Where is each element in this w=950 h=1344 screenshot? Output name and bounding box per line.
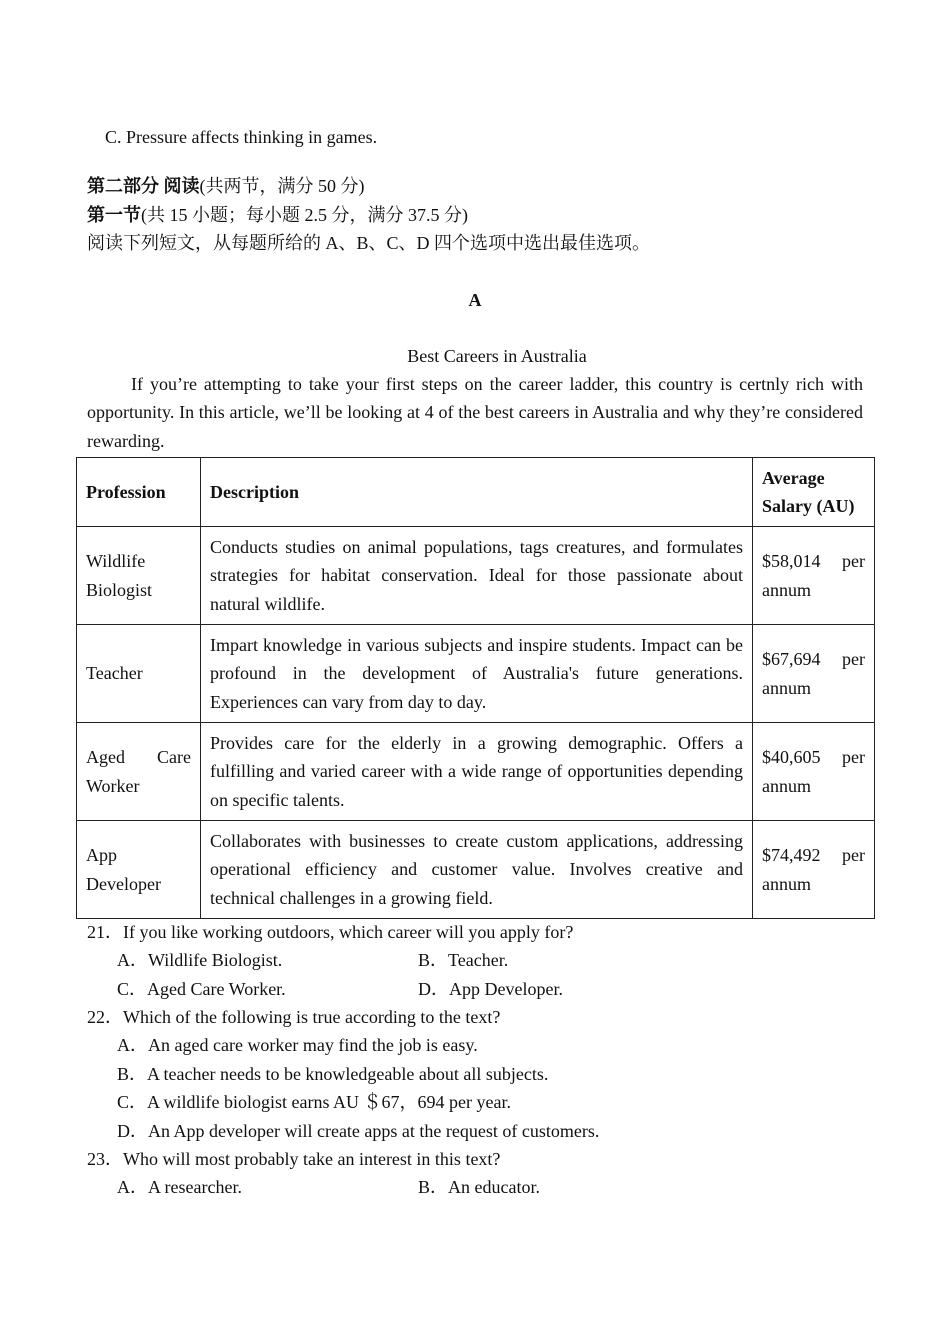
question-23-stem: 23．Who will most probably take an interest in this text?: [87, 1149, 501, 1169]
description-cell: Conducts studies on animal populations, tags creatures, and formulates strategies for habitat conservation. Ideal for those passionate about natural wildlife.: [201, 527, 753, 625]
header-description: Description: [201, 458, 753, 527]
profession-cell: Wildlife Biologist: [77, 527, 201, 625]
part-title: 第二部分 阅读: [87, 176, 200, 196]
question-21-option-d[interactable]: D．App Developer.: [418, 979, 563, 999]
section-heading: [87, 201, 468, 229]
description-cell: Provides care for the elderly in a growing demographic. Offers a fulfilling and varied career with a wide range of opportunities depending on specific talents.: [201, 723, 753, 821]
header-salary: Average Salary (AU): [753, 458, 875, 527]
previous-option-c: C. Pressure affects thinking in games.: [105, 127, 378, 147]
table-row: [77, 723, 875, 821]
question-21-stem: 21．If you like working outdoors, which career will you apply for?: [87, 922, 574, 942]
question-22-option-d[interactable]: D．An App developer will create apps at the request of customers.: [117, 1121, 600, 1141]
profession-cell: Teacher: [77, 625, 201, 723]
careers-table: [76, 457, 875, 919]
table-row: [77, 821, 875, 919]
salary-cell: $40,605 per annum: [753, 723, 875, 821]
passage-title: Best Careers in Australia: [407, 346, 587, 366]
table-row: [77, 527, 875, 625]
passage-intro: [87, 370, 863, 455]
description-cell: Collaborates with businesses to create custom applications, addressing operational efficiency and customer value. Involves creative and technical challenges in a growing field.: [201, 821, 753, 919]
section-note: (共 15 小题；每小题 2.5 分，满分 37.5 分): [141, 205, 468, 225]
question-22-stem: 22．Which of the following is true according to the text?: [87, 1007, 501, 1027]
salary-cell: $58,014 per annum: [753, 527, 875, 625]
instruction: 阅读下列短文，从每题所给的 A、B、C、D 四个选项中选出最佳选项。: [87, 233, 651, 253]
question-23-option-a[interactable]: A．A researcher.: [117, 1177, 242, 1197]
question-21-option-b[interactable]: B．Teacher.: [418, 950, 509, 970]
passage-letter: A: [468, 290, 482, 310]
question-22-option-c[interactable]: C．A wildlife biologist earns AU ＄67，694 per year.: [117, 1092, 511, 1112]
passage-intro-text: If you’re attempting to take your first steps on the career ladder, this country is certnly rich with opportunity. In this article, we’ll be looking at 4 of the best careers in Australia and why they’re considered rewarding.: [87, 374, 863, 451]
question-22-option-a[interactable]: A．An aged care worker may find the job is easy.: [117, 1035, 478, 1055]
profession-cell: App Developer: [77, 821, 201, 919]
question-21-option-a[interactable]: A．Wildlife Biologist.: [117, 950, 283, 970]
question-23-option-b[interactable]: B．An educator.: [418, 1177, 540, 1197]
table-header-row: [77, 458, 875, 527]
question-21-option-c[interactable]: C．Aged Care Worker.: [117, 979, 286, 999]
salary-cell: $67,694 per annum: [753, 625, 875, 723]
part-heading: [87, 172, 365, 200]
table-row: [77, 625, 875, 723]
description-cell: Impart knowledge in various subjects and inspire students. Impact can be profound in the development of Australia's future generations. Experiences can vary from day to day.: [201, 625, 753, 723]
profession-cell: Aged Care Worker: [77, 723, 201, 821]
part-note: (共两节，满分 50 分): [199, 176, 365, 196]
salary-cell: $74,492 per annum: [753, 821, 875, 919]
question-22-option-b[interactable]: B．A teacher needs to be knowledgeable about all subjects.: [117, 1064, 549, 1084]
section-title: 第一节: [87, 205, 141, 225]
header-profession: Profession: [77, 458, 201, 527]
